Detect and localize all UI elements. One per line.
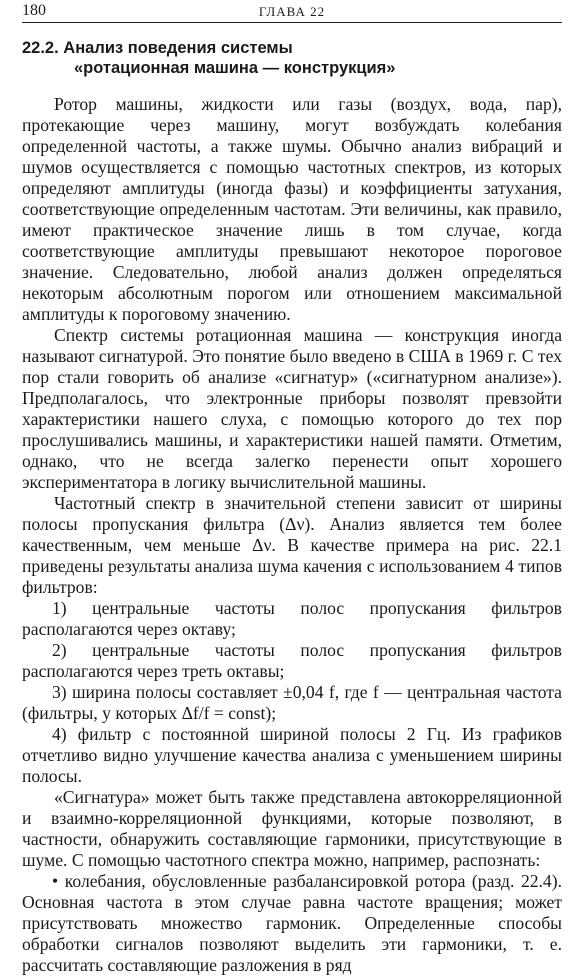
section-title bbox=[22, 38, 562, 78]
paragraph-intro: Ротор машины, жидкости или газы (воздух, вода, пар), протекающие через машину, могут возбуждать колебания определенной частоты, а также шумы. Обычно анализ вибраций и шумов осуществляется с помощью частотных спектров, из которых определяют амплитуды (иногда фазы) и коэффициенты затухания, соответствующие определенным частотам. Эти величины, как правило, имеют практическое значение лишь в том случае, когда соответствующие амплитуды превышают некоторое пороговое значение. Следовательно, любой анализ должен определяться некоторым абсолютным порогом или отношением максимальной амплитуды к пороговому значению. bbox=[22, 94, 562, 324]
page-header bbox=[22, 2, 562, 23]
bullet-item-unbalance: • колебания, обусловленные разбалансировкой ротора (разд. 22.4). Основная частота в этом случае равна частоте вращения; может присутствовать множество гармоник. Определенные способы обработки сигналов позволяют выделить эти гармоники, т. е. рассчитать составляющие разложения в ряд bbox=[22, 871, 562, 975]
list-item-3: 3) ширина полосы составляет ±0,04 f, где f — центральная частота (фильтры, у которых Δf/f = const); bbox=[22, 682, 562, 723]
body-text bbox=[22, 94, 562, 976]
section-title-line1: 22.2. Анализ поведения системы bbox=[22, 39, 293, 57]
list-item-1: 1) центральные частоты полос пропускания фильтров располагаются через октаву; bbox=[22, 598, 562, 639]
section-title-line2: «ротационная машина — конструкция» bbox=[74, 59, 396, 77]
list-item-4: 4) фильтр с постоянной шириной полосы 2 Гц. Из графиков отчетливо видно улучшение качества анализа с уменьшением ширины полосы. bbox=[22, 724, 562, 786]
list-item-2: 2) центральные частоты полос пропускания фильтров располагаются через треть октавы; bbox=[22, 640, 562, 681]
running-head: ГЛАВА 22 bbox=[258, 4, 326, 19]
paragraph-signature: Спектр системы ротационная машина — конструкция иногда называют сигнатурой. Это понятие было введено в США в 1969 г. С тех пор стали говорить об анализе «сигнатур» («сигнатурном анализе»). Предполагалось, что электронные приборы позволят превзойти характеристики нашего слуха, с помощью которого до тех пор прослушивались машины, и характеристики нашей памяти. Отметим, однако, что не всегда залегко перенести опыт хорошего экспериментатора в логику вычислительной машины. bbox=[22, 325, 562, 492]
paragraph-correlation: «Сигнатура» может быть также представлена автокорреляционной и взаимно-корреляционной функциями, которые позволяют, в частности, обнаружить составляющие гармоники, присутствующие в шуме. С помощью частотного спектра можно, например, распознать: bbox=[22, 787, 562, 870]
page-number: 180 bbox=[22, 2, 46, 19]
paragraph-filters: Частотный спектр в значительной степени зависит от ширины полосы пропускания фильтра (Δν). Анализ является тем более качественным, чем меньше Δν. В качестве примера на рис. 22.1 приведены результаты анализа шума качения с использованием 4 типов фильтров: bbox=[22, 493, 562, 597]
